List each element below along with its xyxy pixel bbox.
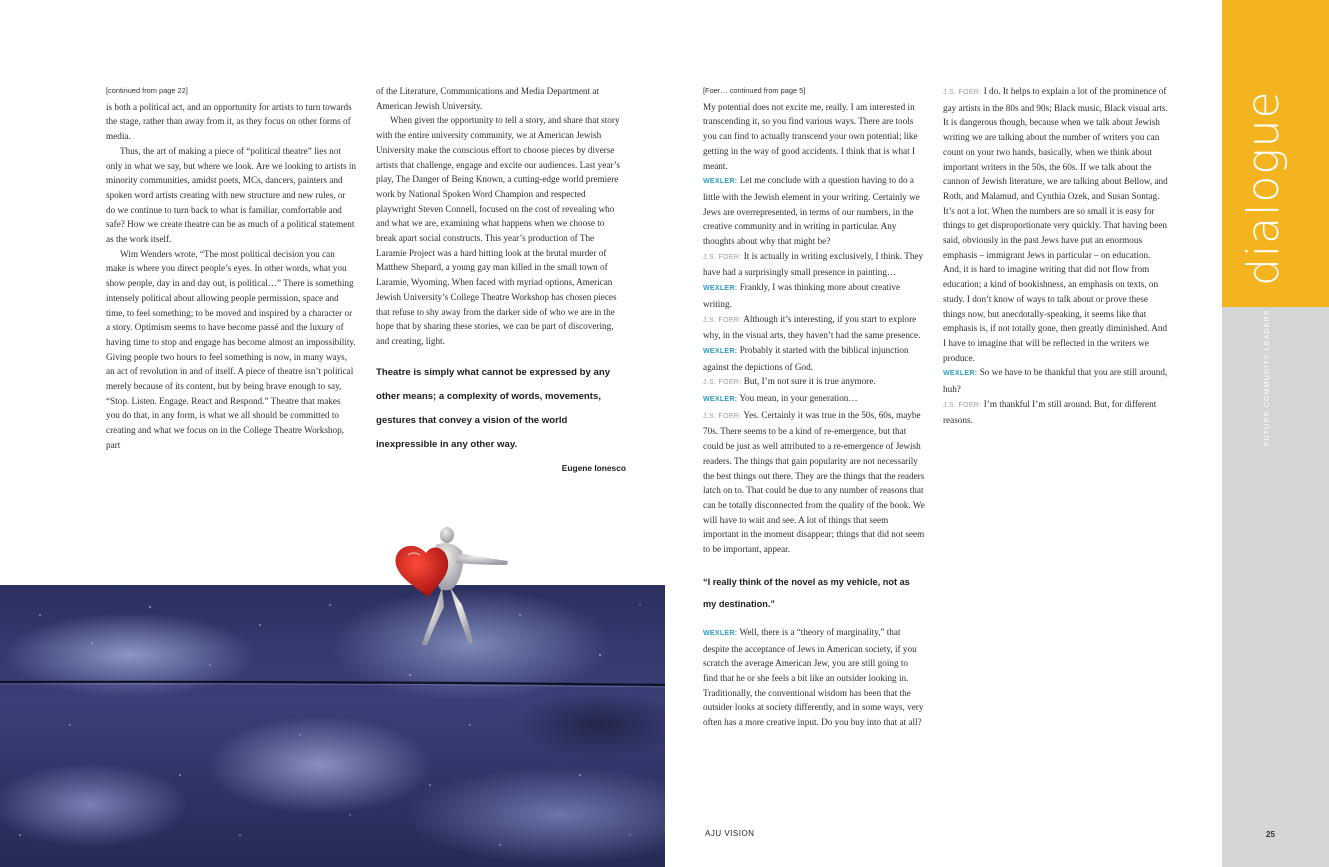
pull-quote: Theatre is simply what cannot be expressed by any other means; a complexity of words, movements, gestures that convey a vision of the world inexpressible in any other way. — [376, 366, 611, 450]
article-column-2 — [376, 84, 626, 475]
exchange-text: Well, there is a “theory of marginality,” that despite the acceptance of Jews in American society, if you scratch the average American Jew, you are still going to find that he or she feels a bit like an outsider looking in. Traditionally, the conventional wisdom has been that the outsider looks at society differently, and in some ways, very often has a more creative input. Do you buy into that at all? — [703, 626, 924, 728]
exchange-text: Let me conclude with a question having to do a little with the Jewish element in your writing. Certainly we Jews are overrepresented, in terms of our numbers, in the creative community and in writing in particular. Any thoughts about why that might be? — [703, 175, 920, 247]
article-column-1 — [106, 84, 356, 453]
speaker-label: J.S. FOER: — [703, 253, 742, 261]
exchange — [703, 280, 925, 311]
exchange-text: Although it’s interesting, if you start to explore why, in the visual arts, they haven’t had the same presence. — [703, 313, 921, 341]
sky-clouds — [0, 585, 665, 867]
exchange — [703, 249, 925, 280]
paragraph: is both a political act, and an opportunity for artists to turn towards the stage, rather than away from it, as they focus on other forms of media. — [106, 101, 352, 142]
exchange — [703, 312, 925, 343]
paragraph: When given the opportunity to tell a story, and share that story with the entire university community, we at American Jewish University make the conscious effort to choose pieces by diverse artists that challenge, engage and excite our audiences. Last year’s play, The Danger of Being Known, a cutting-edge world premiere work by National Spoken Word Champion and respected playwright Steven Connell, focused on the cost of revealing who and what we are, examining what happens when we choose to break apart social constructs. This year’s production of The Laramie Project was a hard hitting look at the brutal murder of Matthew Shepard, a young gay man killed in the small town of Laramie, Wyoming. When faced with myriad options, American Jewish University’s College Theatre Workshop has chosen pieces that refuse to shy away from the darker side of who we are in the hope that by sharing these stories, we can be part of discovering, and creating, light. — [376, 115, 620, 346]
speaker-label: WEXLER: — [703, 629, 738, 637]
night-sky-illustration — [0, 585, 665, 867]
exchange-text: I do. It helps to explain a lot of the prominence of gay artists in the 80s and 90s; Black music, Black visual arts. It is dangerous though, because when we talk about Jewish writing we are talking about the number of writers you can count on your two hands, basically, when we think about important writers in the 50s, the 60s. If we talk about the cannon of Jewish literature, we are talking about Bellow, and Roth, and Malamud, and Cynthia Ozek, and Susan Sontag. It’s not a lot. When the numbers are so small it is easy for things to get disproportionate very quickly. That having been said, obviously in the past Jews have put an enormous emphasis – immigrant Jews in particular – on education. And, it is hard to imagine writing that did not flow from education; a kind of bookishness, an emphasis on texts, on study. I don’t know of ways to talk about or prove these things now, but anecdotally-speaking, it seems like that emphasis is, if not totally gone, then greatly diminished. And I have to imagine that will be reflected in the writers we produce. — [943, 86, 1168, 363]
interview-column-2 — [943, 84, 1168, 428]
exchange-text: Frankly, I was thinking more about creative writing. — [703, 282, 901, 309]
exchange — [703, 374, 925, 391]
exchange-text: But, I’m not sure it is true anymore. — [741, 376, 876, 387]
exchange — [703, 173, 925, 249]
exchange — [943, 84, 1168, 365]
magazine-footer: AJU VISION — [705, 829, 755, 838]
exchange-text: Yes. Certainly it was true in the 50s, 60s, maybe 70s. There seems to be a kind of re-emergence, but that could be just as well attributed to a re-emergence of Jewish readers. The things that gain popularity are not necessarily the best things out there. They are the things that the readers latch on to. That could be due to any number of reasons that can be totally disconnected from the quality of the book. We will have to wait and see. A lot of things that seem important in the moment disappear; things that did not seem to be important, appear. — [703, 409, 925, 555]
tightrope-walker-figure — [370, 527, 510, 652]
section-title: dialogue — [1238, 90, 1289, 286]
speaker-label: WEXLER: — [943, 370, 978, 378]
speaker-label: J.S. FOER: — [703, 379, 742, 387]
interview-column-1 — [703, 84, 925, 730]
exchange-text: I’m thankful I’m still around. But, for different reasons. — [943, 398, 1157, 426]
quote-attribution: Eugene Ionesco — [561, 462, 626, 473]
speaker-label: J.S. FOER: — [943, 401, 982, 409]
section-tab-grey — [1222, 307, 1329, 867]
exchange — [943, 365, 1168, 396]
speaker-label: WEXLER: — [703, 285, 738, 293]
speaker-label: J.S. FOER: — [943, 89, 982, 96]
paragraph: Wim Wenders wrote, “The most political decision you can make is where you direct people’s eyes. In other words, what you show people, day in and day out, is political…” There is something intensely political about allowing people permission, space and time, to feel something; to be moved and inspired by a character or a story. Optimism seems to have become passé and the luxury of having time to stop and engage has become almost an impossibility. Giving people two hours to feel something is now, in many ways, an act of revolution in and of itself. A piece of theatre isn’t political merely because of its content, but by being brave enough to say, “Stop. Listen. Engage. React and Respond.” Theatre that makes you do that, in any form, is what we all should be committed to creating and what we focus on in the College Theatre Workshop, part — [106, 248, 356, 450]
speaker-label: J.S. FOER: — [703, 412, 742, 420]
paragraph: Thus, the art of making a piece of “political theatre” lies not only in what we say, but where we look. Are we looking to artists in minority communities, amidst poets, MCs, dancers, painters and spoken word artists creating with new structure and new rules, or do we continue to turn back to what is familiar, comfortable and safe? How we create theatre can be as much of a political statement as the work itself. — [106, 145, 356, 245]
continued-note: [continued from page 22] — [106, 86, 188, 95]
paragraph: My potential does not excite me, really. I am interested in transcending it, so you find various ways. There are tools you can find to actually transcend your own potential; like getting in the way of good accidents. I think that is what I meant. — [703, 101, 918, 171]
exchange — [943, 397, 1168, 428]
continued-note: [Foer… continued from page 5] — [703, 86, 806, 95]
section-subtitle: FUTURE COMMUNITY LEADERS — [1264, 309, 1271, 446]
paragraph: of the Literature, Communications and Media Department at American Jewish University. — [376, 86, 599, 111]
exchange — [703, 343, 925, 374]
exchange-text: You mean, in your generation… — [737, 393, 858, 404]
exchange-text: It is actually in writing exclusively, I think. They have had a surprisingly small presence in painting… — [703, 250, 924, 278]
speaker-label: WEXLER: — [703, 178, 738, 186]
speaker-label: J.S. FOER: — [703, 316, 742, 324]
pull-quote: “I really think of the novel as my vehicle, not as my destination.” — [703, 576, 910, 609]
speaker-label: WEXLER: — [703, 396, 738, 404]
page-number: 25 — [1266, 830, 1275, 839]
speaker-label: WEXLER: — [703, 347, 738, 355]
exchange-text: Probably it started with the biblical injunction against the depictions of God. — [703, 344, 909, 372]
exchange — [703, 625, 925, 730]
exchange-text: So we have to be thankful that you are still around, huh? — [943, 367, 1168, 395]
exchange — [703, 408, 925, 557]
exchange — [703, 391, 925, 408]
